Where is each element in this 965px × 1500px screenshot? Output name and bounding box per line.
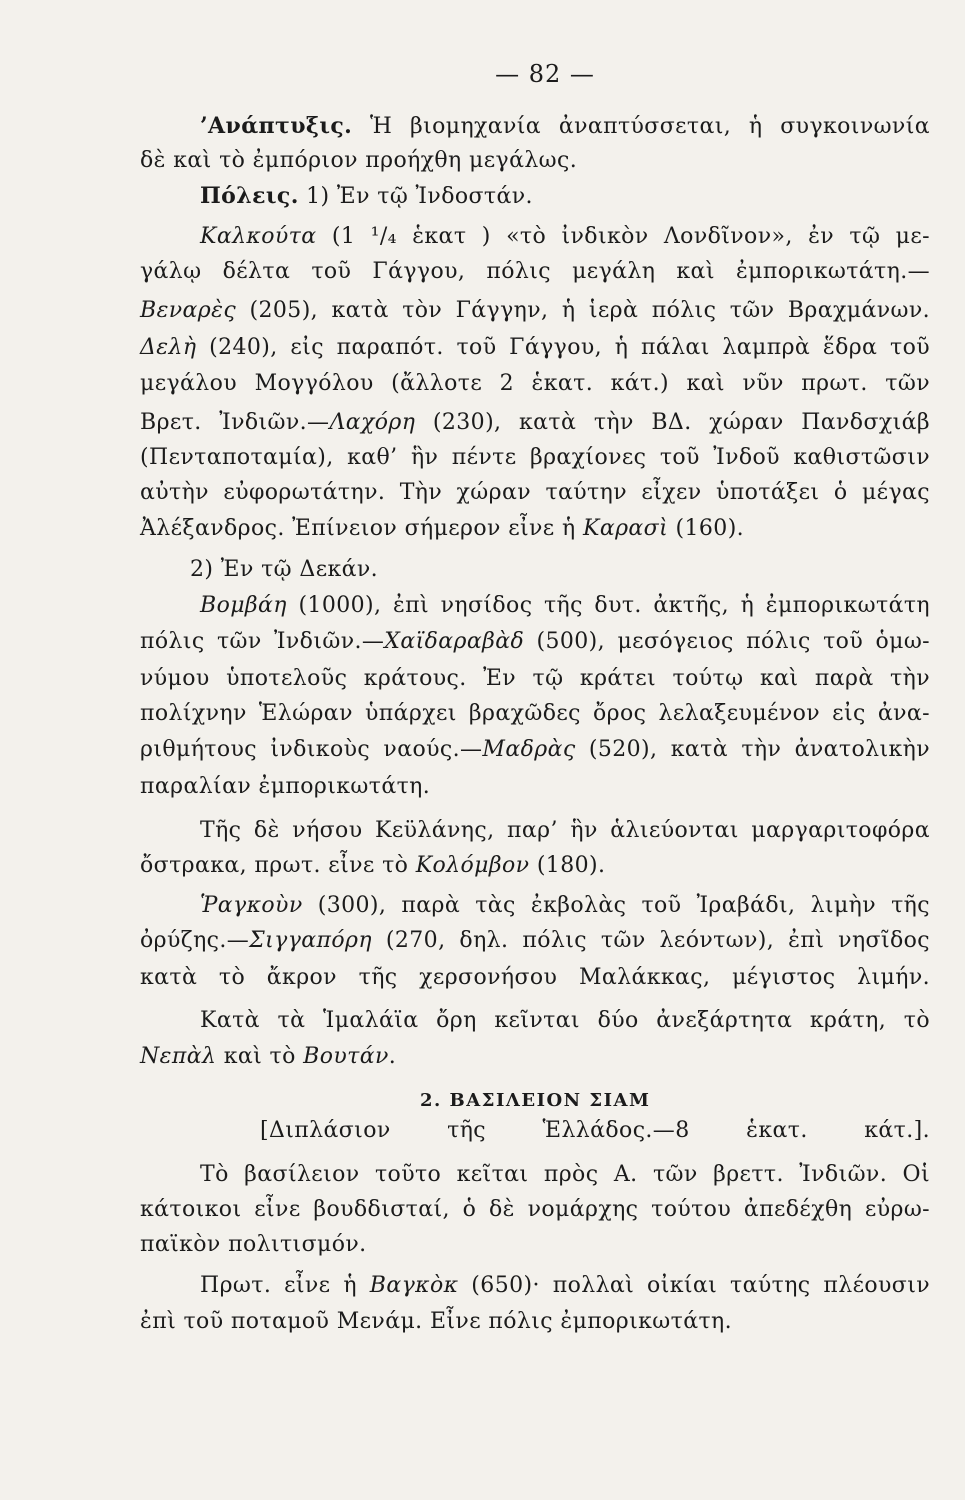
place-name: Βουτάν [303,1044,389,1069]
text-run: ἐπὶ τοῦ ποταμοῦ Μενάμ. Εἶνε πόλις ἐμπορικωτάτη. [140,1309,733,1334]
text-run: γάλῳ δέλτα τοῦ Γάγγου, πόλις μεγάλη καὶ ἐμπορικωτάτη.— [140,259,930,284]
text-line [140,513,930,545]
text-line [140,1306,930,1338]
text-line [140,771,930,803]
text-run: ὄστρακα, πρωτ. εἶνε τὸ [140,853,416,878]
place-name: Χαϊδαραβὰδ [384,629,525,654]
text-run: [Διπλάσιον τῆς Ἑλλάδος.—8 ἑκατ. κάτ.]. [260,1118,930,1143]
text-line [140,110,930,143]
text-run: 1) Ἐν τῷ Ἰνδοστάν. [298,184,533,209]
text-line [140,477,930,509]
page-number: — 82 — [495,60,595,88]
text-line [140,1159,930,1191]
text-line [140,256,930,288]
text-run: (240), εἰς παραπότ. τοῦ Γάγγου, ἡ πάλαι λαμπρὰ ἕδρα τοῦ [196,335,930,360]
text-run: μεγάλου Μογγόλου (ἄλλοτε 2 ἑκατ. κάτ.) καὶ νῦν πρωτ. τῶν [140,371,930,396]
text-run: (205), κατὰ τὸν Γάγγην, ἡ ἱερὰ πόλις τῶν Βραχμάνων. [236,298,930,323]
text-run: 2) Ἐν τῷ Δεκάν. [190,557,379,582]
text-run: (1000), ἐπὶ νησίδος τῆς δυτ. ἀκτῆς, ἡ ἐμπορικωτάτη [286,593,930,618]
text-run: κατὰ τὸ ἄκρον τῆς χερσονήσου Μαλάκκας, μέγιστος λιμήν. [140,965,930,990]
text-line [140,815,930,847]
text-run: (650)· πολλαὶ οἰκίαι ταύτης πλέουσιν [458,1273,930,1298]
place-name: Δελὴ [140,335,197,360]
text-line [140,332,930,364]
section-heading: ’Ανάπτυξις. [200,113,353,139]
text-line [140,698,930,730]
text-line [140,734,930,766]
text-run: πόλις τῶν Ἰνδιῶν.— [140,629,385,654]
text-run: πολίχνην Ἑλώραν ὑπάρχει βραχῶδες ὄρος λελαξευμένον εἰς ἀνα- [140,701,930,726]
text-line [140,962,930,994]
text-run: ὀρύζης.— [140,928,250,953]
place-name: Νεπὰλ [140,1044,217,1069]
text-run: νύμου ὑποτελοῦς κράτους. Ἐν τῷ κράτει τούτῳ καὶ παρὰ τὴν [140,666,930,691]
text-run: Ἀλέξανδρος. Ἐπίνειον σήμερον εἶνε ἡ [140,516,583,541]
text-run: (270, δηλ. πόλις τῶν λεόντων), ἐπὶ νησῖδος [371,928,930,953]
text-line [140,1229,930,1261]
text-line [140,554,930,586]
text-run: . [388,1044,397,1069]
text-line [140,590,930,622]
text-line [140,442,930,474]
text-run: (500), μεσόγειος πόλις τοῦ ὁμω- [524,629,930,654]
text-run: Τὸ βασίλειον τοῦτο κεῖται πρὸς Α. τῶν βρεττ. Ἰνδιῶν. Οἱ [200,1162,930,1187]
text-run: (160). [668,516,745,541]
text-run: Βρετ. Ἰνδιῶν.— [140,410,330,435]
text-run: Κατὰ τὰ Ἱμαλάϊα ὄρη κεῖνται δύο ἀνεξάρτητα κράτη, τὸ [200,1008,930,1033]
text-line [140,850,930,882]
section-heading: Πόλεις. [200,183,299,209]
text-line [140,1005,930,1037]
text-run: (300), παρὰ τὰς ἐκβολὰς τοῦ Ἰραβάδι, λιμὴν τῆς [302,893,930,918]
text-line [140,626,930,658]
place-name: Μαδρὰς [482,737,576,762]
text-line [140,1084,930,1117]
text-line [140,1115,930,1147]
text-run: κάτοικοι εἶνε βουδδισταί, ὁ δὲ νομάρχης τούτου ἀπεδέχθη εὐρω- [140,1197,930,1222]
text-run: δὲ καὶ τὸ ἐμπόριον προήχθη μεγάλως. [140,148,578,173]
text-run: Τῆς δὲ νήσου Κεϋλάνης, παρ’ ἣν ἁλιεύονται μαργαριτοφόρα [200,818,930,843]
text-line [140,221,930,253]
text-line [140,1270,930,1302]
chapter-heading: 2. ΒΑΣΙΛΕΙΟΝ ΣΙΑΜ [420,1090,651,1111]
text-line [140,1194,930,1226]
text-line [140,145,930,177]
text-run: ριθμήτους ἰνδικοὺς ναούς.— [140,737,483,762]
text-run: Ἡ βιομηχανία ἀναπτύσσεται, ἡ συγκοινωνία [352,114,930,139]
place-name: Λαχόρη [329,410,416,435]
text-line [140,180,930,213]
text-run: (Πενταποταμία), καθ’ ἣν πέντε βραχίονες τοῦ Ἰνδοῦ καθιστῶσιν [140,445,930,470]
text-line [140,407,930,439]
text-run: παϊκὸν πολιτισμόν. [140,1232,367,1257]
text-line [140,368,930,400]
text-run: Πρωτ. εἶνε ἡ [200,1273,370,1298]
place-name: Βεναρὲς [140,298,237,323]
text-line [140,890,930,922]
text-line [140,663,930,695]
text-run: παραλίαν ἐμπορικωτάτη. [140,774,431,799]
text-run: (230), κατὰ τὴν ΒΔ. χώραν Πανδσχιάβ [415,410,930,435]
text-line [140,1041,930,1073]
place-name: Κολόμβον [415,853,530,878]
text-line [140,295,930,327]
place-name: Βομβάη [200,593,287,618]
text-run: καὶ τὸ [216,1044,304,1069]
place-name: Ῥαγκοὺν [200,893,303,918]
text-run: (520), κατὰ τὴν ἀνατολικὴν [575,737,930,762]
place-name: Βαγκὸκ [369,1273,459,1298]
text-line [140,925,930,957]
place-name: Σιγγαπόρη [249,928,372,953]
text-run: (180). [529,853,606,878]
text-run: αὐτὴν εὐφορωτάτην. Τὴν χώραν ταύτην εἶχεν ὑποτάξει ὁ μέγας [140,480,930,505]
text-run: (1 ¹/₄ ἑκατ ) «τὸ ἰνδικὸν Λονδῖνον», ἐν τῷ με- [316,224,930,249]
place-name: Καλκούτα [200,224,317,249]
place-name: Καρασὶ [582,516,669,541]
